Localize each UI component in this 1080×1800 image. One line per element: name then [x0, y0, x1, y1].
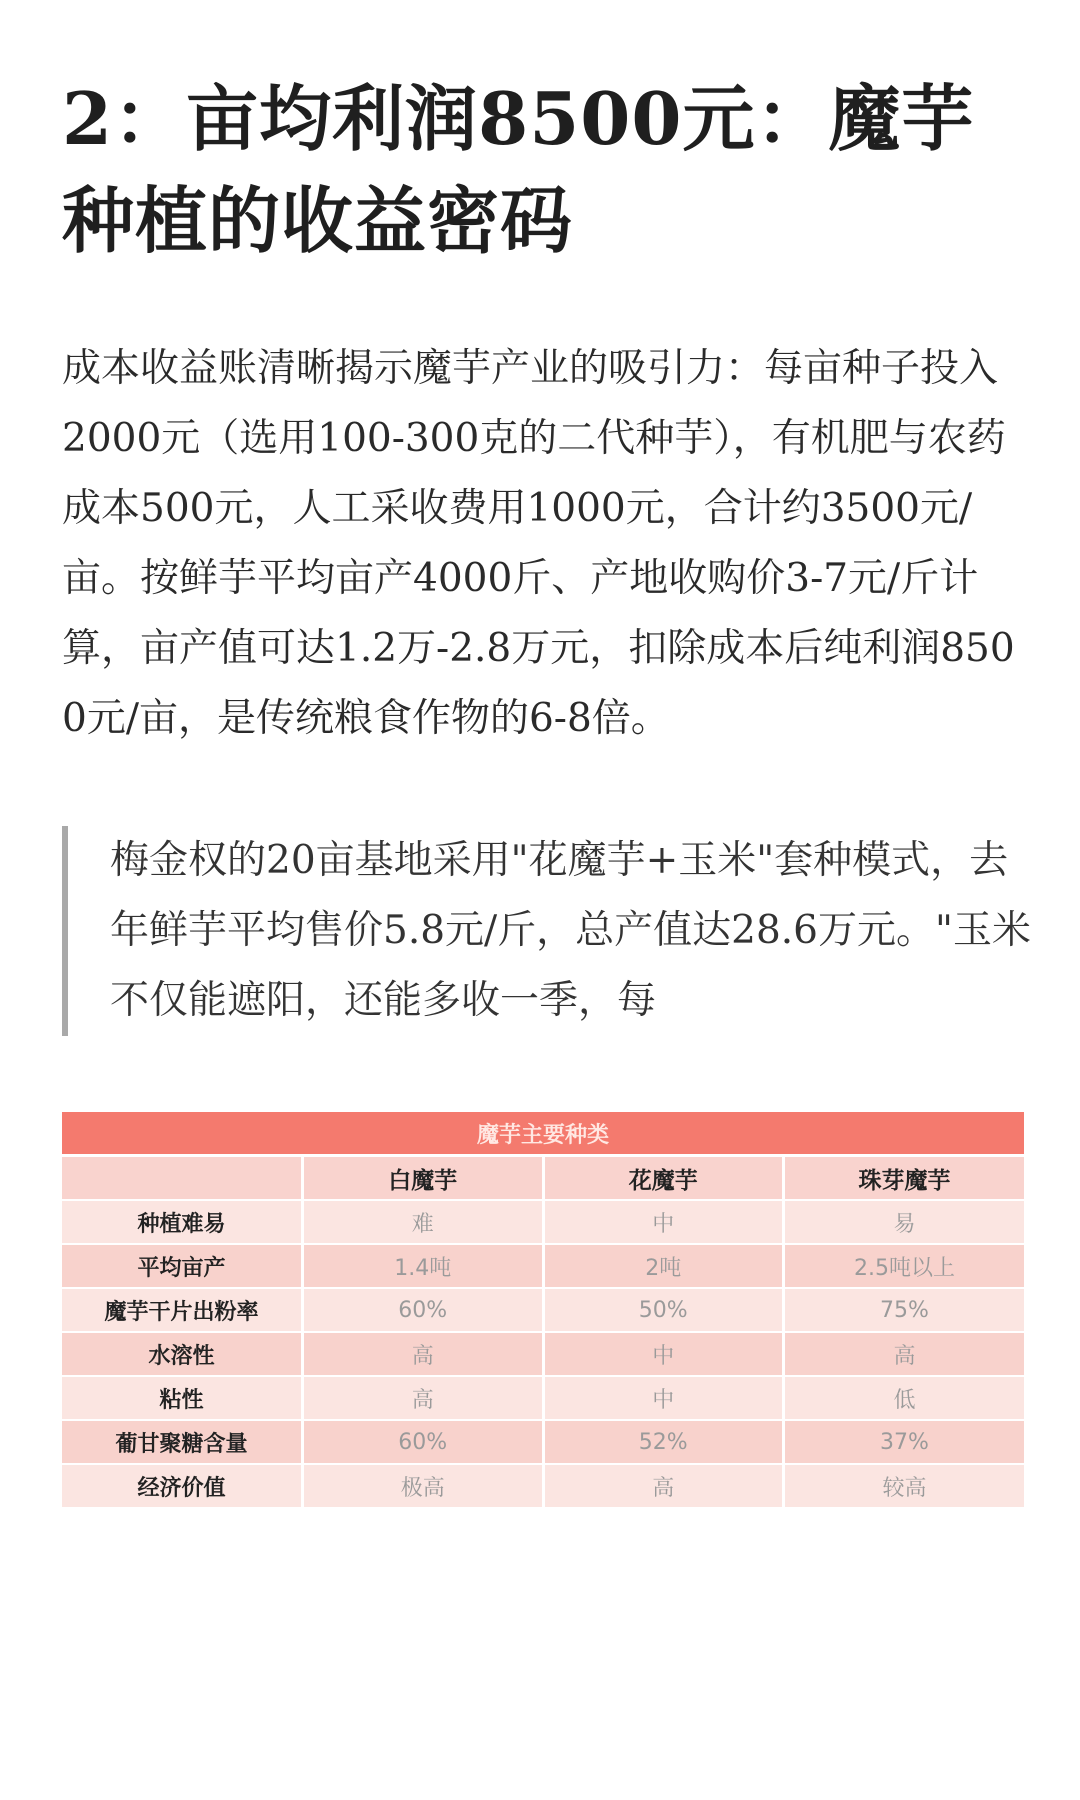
table-header-row — [62, 1156, 1024, 1201]
table-row — [62, 1376, 1024, 1420]
table-cell: 高 — [543, 1464, 784, 1508]
column-header-bulbil-konjac: 珠芽魔芋 — [784, 1156, 1025, 1201]
table-cell: 极高 — [303, 1464, 544, 1508]
row-label: 粘性 — [62, 1376, 303, 1420]
table-cell: 37% — [784, 1420, 1025, 1464]
table-row — [62, 1200, 1024, 1244]
table-corner-cell — [62, 1156, 303, 1201]
table-row — [62, 1332, 1024, 1376]
table-cell: 1.4吨 — [303, 1244, 544, 1288]
table-cell: 60% — [303, 1420, 544, 1464]
table-row — [62, 1464, 1024, 1508]
table-caption: 魔芋主要种类 — [62, 1112, 1024, 1156]
table-cell: 低 — [784, 1376, 1025, 1420]
table-cell: 50% — [543, 1288, 784, 1332]
table-cell: 75% — [784, 1288, 1025, 1332]
konjac-variety-table — [62, 1112, 1024, 1509]
row-label: 种植难易 — [62, 1200, 303, 1244]
table-cell: 中 — [543, 1332, 784, 1376]
row-label: 经济价值 — [62, 1464, 303, 1508]
table-row — [62, 1288, 1024, 1332]
article-paragraph: 成本收益账清晰揭示魔芋产业的吸引力：每亩种子投入2000元（选用100-300克的二代种芋），有机肥与农药成本500元，人工采收费用1000元，合计约3500元/亩。按鲜芋平均亩产4000斤、产地收购价3-7元/斤计算，亩产值可达1.2万-2.8万元，扣除成本后纯利润8500元/亩，是传统粮食作物的6-8倍。 — [62, 346, 1015, 741]
table-cell: 中 — [543, 1200, 784, 1244]
table-cell: 2.5吨以上 — [784, 1244, 1025, 1288]
table-cell: 高 — [303, 1376, 544, 1420]
row-label: 平均亩产 — [62, 1244, 303, 1288]
table-cell: 难 — [303, 1200, 544, 1244]
column-header-white-konjac: 白魔芋 — [303, 1156, 544, 1201]
quote-text: 梅金权的20亩基地采用"花魔芋+玉米"套种模式，去年鲜芋平均售价5.8元/斤，总产值达28.6万元。"玉米不仅能遮阳，还能多收一季，每 — [110, 838, 1031, 1023]
row-label: 水溶性 — [62, 1332, 303, 1376]
table-cell: 高 — [303, 1332, 544, 1376]
table-cell: 中 — [543, 1376, 784, 1420]
table-cell: 60% — [303, 1288, 544, 1332]
table-cell: 较高 — [784, 1464, 1025, 1508]
article-title: 2：亩均利润8500元：魔芋种植的收益密码 — [62, 76, 975, 263]
blockquote — [62, 826, 1040, 1036]
table-row — [62, 1420, 1024, 1464]
row-label: 魔芋干片出粉率 — [62, 1288, 303, 1332]
row-label: 葡甘聚糖含量 — [62, 1420, 303, 1464]
table-cell: 易 — [784, 1200, 1025, 1244]
table-cell: 52% — [543, 1420, 784, 1464]
column-header-flower-konjac: 花魔芋 — [543, 1156, 784, 1201]
table-caption-row — [62, 1112, 1024, 1156]
konjac-variety-table-image — [62, 1112, 1024, 1506]
table-row — [62, 1244, 1024, 1288]
table-cell: 2吨 — [543, 1244, 784, 1288]
table-cell: 高 — [784, 1332, 1025, 1376]
